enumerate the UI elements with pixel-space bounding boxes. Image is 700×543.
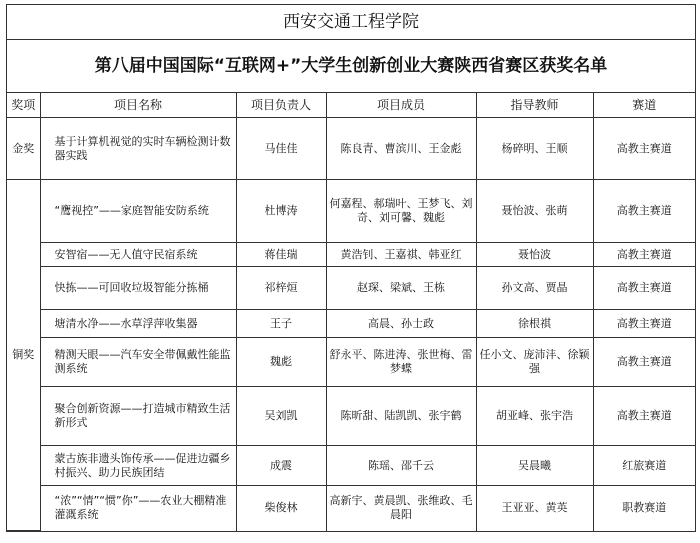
project-name: 聚合创新资源——打造城市精致生活新形式 (40, 387, 236, 446)
project-name: 快拣——可回收垃圾智能分拣桶 (40, 267, 236, 310)
track: 高教主赛道 (593, 243, 695, 267)
table-row (7, 118, 695, 180)
project-leader: 柴俊林 (236, 486, 326, 531)
project-name: 蒙古族非遗头饰传承——促进边疆乡村振兴、助力民族团结 (40, 446, 236, 486)
advisor: 任小文、庞沛沣、徐颖强 (476, 338, 593, 387)
advisor: 杨碎明、王顺 (476, 118, 593, 180)
project-leader: 吴刘凯 (236, 387, 326, 446)
table-row (7, 267, 695, 310)
table-header-row (7, 93, 695, 118)
project-leader: 魏彪 (236, 338, 326, 387)
project-members: 舒永平、陈进涛、张世梅、雷梦蝶 (326, 338, 476, 387)
advisor: 徐根祺 (476, 310, 593, 338)
project-leader: 祁梓烜 (236, 267, 326, 310)
column-header-project: 项目名称 (40, 93, 236, 118)
advisor: 王亚亚、黄英 (476, 486, 593, 531)
track: 高教主赛道 (593, 267, 695, 310)
track: 高教主赛道 (593, 310, 695, 338)
project-leader: 成震 (236, 446, 326, 486)
advisor: 胡亚峰、张宇浩 (476, 387, 593, 446)
advisor: 聂怡波、张萌 (476, 180, 593, 243)
advisor: 孙文高、贾晶 (476, 267, 593, 310)
column-header-leader: 项目负责人 (236, 93, 326, 118)
column-header-members: 项目成员 (326, 93, 476, 118)
track: 高教主赛道 (593, 118, 695, 180)
table-row (7, 180, 695, 243)
project-members: 陈瑶、邵千云 (326, 446, 476, 486)
project-leader: 王子 (236, 310, 326, 338)
advisor: 聂怡波 (476, 243, 593, 267)
project-leader: 马佳佳 (236, 118, 326, 180)
project-name: 安智宿——无人值守民宿系统 (40, 243, 236, 267)
table-row (7, 446, 695, 486)
project-members: 何嘉程、郝瑞叶、王梦飞、刘奇、刘可馨、魏彪 (326, 180, 476, 243)
table-row (7, 338, 695, 387)
project-name: 塘清水净——水草浮萍收集器 (40, 310, 236, 338)
project-members: 陈昕甜、陆凯凯、张宇鹤 (326, 387, 476, 446)
project-leader: 蒋佳瑞 (236, 243, 326, 267)
track: 红旅赛道 (593, 446, 695, 486)
award-bronze: 铜奖 (7, 180, 40, 531)
project-members: 高新宇、黄晨凯、张维政、毛晨阳 (326, 486, 476, 531)
school-title: 西安交通工程学院 (7, 5, 695, 40)
project-name: 基于计算机视觉的实时车辆检测计数器实践 (40, 118, 236, 180)
column-header-advisor: 指导教师 (476, 93, 593, 118)
project-name: 精测天眼——汽车安全带佩戴性能监测系统 (40, 338, 236, 387)
award-gold: 金奖 (7, 118, 40, 180)
project-members: 赵琛、梁斌、王栋 (326, 267, 476, 310)
award-table (7, 93, 695, 531)
award-list-document (6, 4, 696, 532)
project-leader: 杜博涛 (236, 180, 326, 243)
track: 职教赛道 (593, 486, 695, 531)
project-members: 高晨、孙士政 (326, 310, 476, 338)
project-name: “鹰视控”——家庭智能安防系统 (40, 180, 236, 243)
column-header-award: 奖项 (7, 93, 40, 118)
contest-title: 第八届中国国际“互联网+”大学生创新创业大赛陕西省赛区获奖名单 (7, 40, 695, 93)
track: 高教主赛道 (593, 338, 695, 387)
table-row (7, 310, 695, 338)
table-row (7, 243, 695, 267)
advisor: 吴晨曦 (476, 446, 593, 486)
track: 高教主赛道 (593, 180, 695, 243)
table-row (7, 387, 695, 446)
track: 高教主赛道 (593, 387, 695, 446)
project-name: “浓”“情”“惯”你”——农业大棚精准灌溉系统 (40, 486, 236, 531)
table-row (7, 486, 695, 531)
project-members: 黄浩钊、王嘉祺、韩亚红 (326, 243, 476, 267)
project-members: 陈良青、曹滨川、王金彪 (326, 118, 476, 180)
column-header-track: 赛道 (593, 93, 695, 118)
